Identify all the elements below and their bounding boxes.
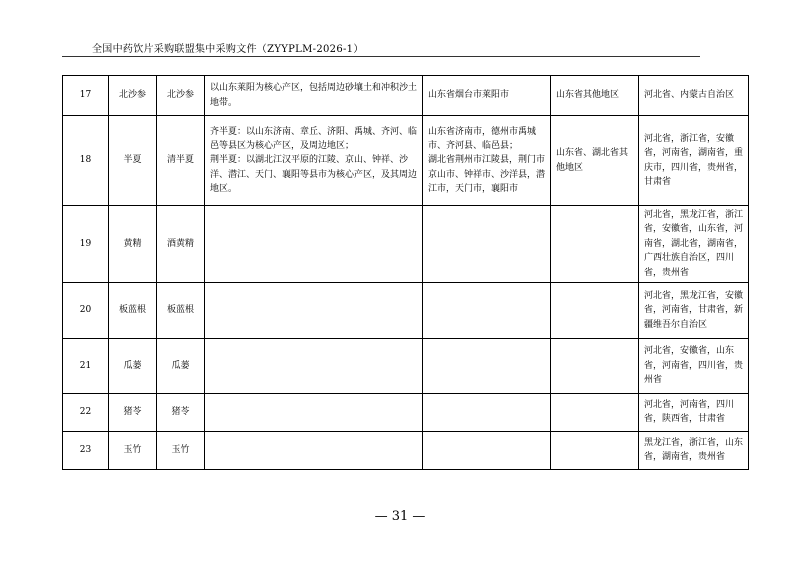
herb-spec: 酒黄精 (157, 206, 205, 283)
herb-name: 板蓝根 (109, 282, 157, 338)
herb-spec: 玉竹 (157, 431, 205, 469)
herb-spec: 猪苓 (157, 393, 205, 431)
herb-name: 半夏 (109, 116, 157, 206)
core-region (205, 431, 423, 469)
sub-region (423, 206, 551, 283)
province-list: 黑龙江省，浙江省，山东省，湖南省，贵州省 (639, 431, 749, 469)
herb-name: 瓜蒌 (109, 338, 157, 393)
province-list: 河北省，河南省，四川省，陕西省，甘肃省 (639, 393, 749, 431)
herb-name: 北沙参 (109, 76, 157, 116)
table-row (63, 76, 749, 116)
document-header: 全国中药饮片采购联盟集中采购文件（ZYYPLM-2026-1） (92, 44, 364, 55)
herb-spec: 板蓝根 (157, 282, 205, 338)
herb-origin-table (62, 75, 749, 470)
row-number: 20 (63, 282, 109, 338)
row-number: 19 (63, 206, 109, 283)
sub-region (423, 393, 551, 431)
herb-name: 玉竹 (109, 431, 157, 469)
table-row (63, 282, 749, 338)
table-row (63, 206, 749, 283)
table-row (63, 338, 749, 393)
other-region: 山东省其他地区 (551, 76, 639, 116)
table-row (63, 116, 749, 206)
herb-spec: 北沙参 (157, 76, 205, 116)
sub-region (423, 282, 551, 338)
other-region (551, 431, 639, 469)
row-number: 23 (63, 431, 109, 469)
row-number: 21 (63, 338, 109, 393)
other-region (551, 393, 639, 431)
province-list: 河北省，安徽省，山东省，河南省，四川省，贵州省 (639, 338, 749, 393)
other-region: 山东省、湖北省其他地区 (551, 116, 639, 206)
sub-region: 山东省烟台市莱阳市 (423, 76, 551, 116)
page-number: — 31 — (374, 509, 426, 524)
herb-name: 猪苓 (109, 393, 157, 431)
core-region (205, 338, 423, 393)
table-row (63, 431, 749, 469)
province-list: 河北省，黑龙江省，浙江省，安徽省，山东省，河南省，湖北省，湖南省，广西壮族自治区，四川省，贵州省 (639, 206, 749, 283)
other-region (551, 206, 639, 283)
row-number: 18 (63, 116, 109, 206)
sub-region (423, 431, 551, 469)
herb-spec: 瓜蒌 (157, 338, 205, 393)
core-region (205, 206, 423, 283)
sub-region: 山东省济南市，德州市禹城市、齐河县、临邑县； 湖北省荆州市江陵县，荆门市京山市、钟祥市、沙洋县，潜江市，天门市，襄阳市 (423, 116, 551, 206)
herb-name: 黄精 (109, 206, 157, 283)
table-row (63, 393, 749, 431)
province-list: 河北省，黑龙江省，安徽省，河南省，甘肃省，新疆维吾尔自治区 (639, 282, 749, 338)
province-list: 河北省、内蒙古自治区 (639, 76, 749, 116)
sub-region (423, 338, 551, 393)
province-list: 河北省，浙江省，安徽省，河南省，湖南省，重庆市，四川省，贵州省，甘肃省 (639, 116, 749, 206)
row-number: 17 (63, 76, 109, 116)
core-region (205, 282, 423, 338)
herb-spec: 清半夏 (157, 116, 205, 206)
other-region (551, 338, 639, 393)
header-divider (62, 56, 700, 57)
core-region: 齐半夏：以山东济南、章丘、济阳、禹城、齐河、临邑等县区为核心产区，及周边地区； 荆半夏：以湖北江汉平原的江陵、京山、钟祥、沙洋、潜江、天门、襄阳等县市为核心产区，及其周边地区。 (205, 116, 423, 206)
core-region (205, 393, 423, 431)
row-number: 22 (63, 393, 109, 431)
core-region: 以山东莱阳为核心产区，包括周边砂壤土和冲积沙土地带。 (205, 76, 423, 116)
other-region (551, 282, 639, 338)
